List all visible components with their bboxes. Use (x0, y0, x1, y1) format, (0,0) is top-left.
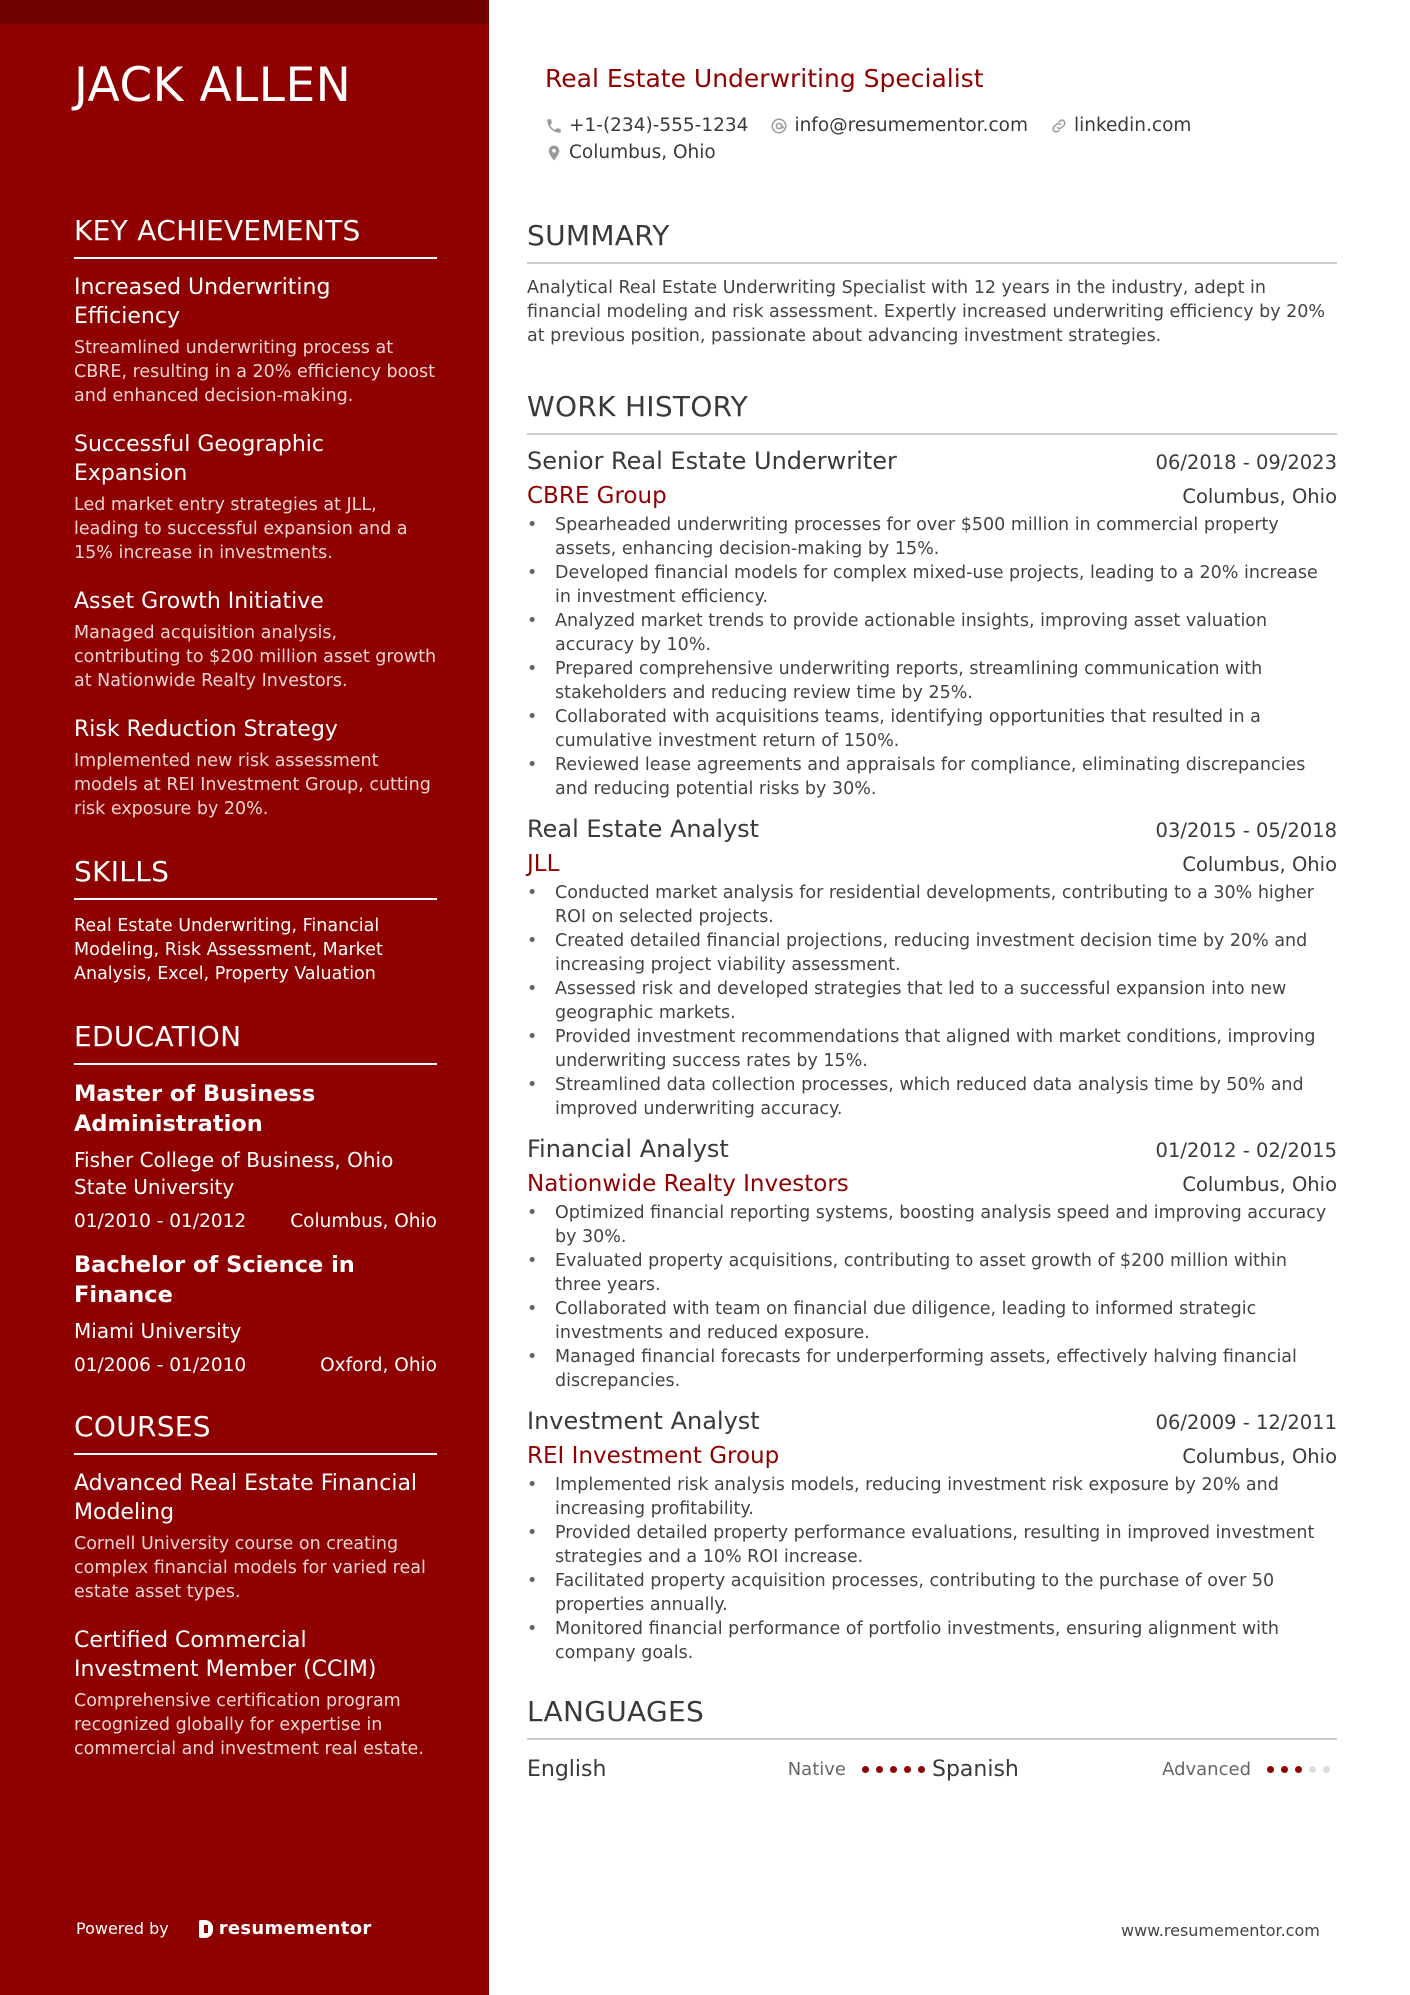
contact-phone[interactable] (545, 115, 748, 136)
rating-dot (1323, 1766, 1330, 1773)
job-bullet: • Developed financial models for complex mixed-use projects, leading to a 20% increase in investment efficiency. (527, 561, 1337, 609)
achievements-section (74, 214, 437, 821)
achievement-desc: Managed acquisition analysis, contributing to $200 million asset growth at Nationwide Realty Investors. (74, 623, 437, 691)
job-bullets (527, 1201, 1337, 1393)
job-subheader (527, 851, 1337, 877)
achievement-item (74, 587, 437, 693)
education-degree: Master of Business Administration (74, 1081, 316, 1137)
work-history-heading: WORK HISTORY (527, 390, 1337, 435)
job-bullet: • Provided investment recommendations that aligned with market conditions, improving underwriting success rates by 15%. (527, 1025, 1337, 1073)
sidebar-content (74, 214, 437, 1795)
job-company: REI Investment Group (527, 1443, 780, 1469)
rating-dot (1295, 1766, 1302, 1773)
course-item (74, 1626, 437, 1761)
achievement-item (74, 273, 437, 408)
job-bullet: • Reviewed lease agreements and appraisals for compliance, eliminating discrepancies and reducing potential risks by 30%. (527, 753, 1337, 801)
job-entry (527, 815, 1337, 1121)
location-text: Columbus, Ohio (569, 142, 716, 163)
rating-dot (1309, 1766, 1316, 1773)
language-level: Advanced (1162, 1758, 1251, 1780)
languages-heading: LANGUAGES (527, 1695, 1337, 1740)
education-location: Oxford, Ohio (320, 1355, 437, 1376)
language-rating (862, 1766, 932, 1773)
education-meta (74, 1355, 437, 1376)
course-desc: Cornell University course on creating complex financial models for varied real estate asset types. (74, 1534, 426, 1602)
course-title: Certified Commercial Investment Member (CCIM) (74, 1628, 377, 1682)
job-location: Columbus, Ohio (1182, 1445, 1337, 1468)
language-level: Native (787, 1758, 846, 1780)
languages-section (527, 1695, 1337, 1786)
achievement-title: Successful Geographic Expansion (74, 432, 325, 486)
education-meta (74, 1211, 437, 1232)
education-heading: EDUCATION (74, 1020, 437, 1065)
rating-dot (918, 1766, 925, 1773)
footer-url[interactable]: www.resumementor.com (1121, 1921, 1320, 1940)
achievement-item (74, 430, 437, 565)
language-item (932, 1757, 1337, 1782)
job-dates: 06/2018 - 09/2023 (1155, 451, 1337, 474)
education-school: Fisher College of Business, Ohio State University (74, 1148, 394, 1199)
rating-dot (862, 1766, 869, 1773)
email-text: info@resumementor.com (794, 115, 1028, 136)
job-bullets (527, 513, 1337, 801)
powered-by-label: Powered by (76, 1919, 169, 1938)
course-title: Advanced Real Estate Financial Modeling (74, 1471, 418, 1525)
link-icon (1050, 117, 1068, 135)
language-name: English (527, 1756, 607, 1782)
contact-block (545, 112, 1305, 166)
job-subheader (527, 483, 1337, 509)
job-header (527, 815, 1337, 843)
contact-location (545, 142, 716, 163)
rating-dot (904, 1766, 911, 1773)
job-bullet: • Collaborated with team on financial due diligence, leading to informed strategic investments and reduced exposure. (527, 1297, 1337, 1345)
achievement-desc: Led market entry strategies at JLL, leading to successful expansion and a 15% increase in investments. (74, 495, 408, 563)
education-dates: 01/2006 - 01/2010 (74, 1355, 247, 1376)
achievement-title: Risk Reduction Strategy (74, 717, 338, 742)
job-bullet: • Assessed risk and developed strategies that led to a successful expansion into new geographic markets. (527, 977, 1337, 1025)
education-section (74, 1020, 437, 1376)
job-bullet: • Provided detailed property performance evaluations, resulting in improved investment strategies and a 10% ROI increase. (527, 1521, 1337, 1569)
job-entry (527, 1135, 1337, 1393)
job-company: Nationwide Realty Investors (527, 1171, 849, 1197)
job-entry (527, 1407, 1337, 1665)
work-history-section (527, 390, 1337, 1665)
education-item (74, 1250, 437, 1376)
course-item (74, 1469, 437, 1604)
contact-email[interactable] (770, 115, 1028, 136)
job-bullet: • Conducted market analysis for residential developments, contributing to a 30% higher ROI on selected projects. (527, 881, 1337, 929)
rating-dot (1267, 1766, 1274, 1773)
achievement-item (74, 715, 437, 821)
rating-dot (876, 1766, 883, 1773)
at-icon (770, 117, 788, 135)
language-item (527, 1757, 932, 1782)
language-rating (1267, 1766, 1337, 1773)
sidebar (0, 0, 489, 1995)
main-content (527, 219, 1337, 1786)
candidate-name: JACK ALLEN (74, 58, 352, 113)
job-bullet: • Collaborated with acquisitions teams, identifying opportunities that resulted in a cumulative investment return of 150%. (527, 705, 1337, 753)
job-header (527, 447, 1337, 475)
linkedin-text: linkedin.com (1073, 115, 1192, 136)
courses-section (74, 1410, 437, 1761)
job-bullet: • Evaluated property acquisitions, contributing to asset growth of $200 million within three years. (527, 1249, 1337, 1297)
job-bullet: • Prepared comprehensive underwriting reports, streamlining communication with stakeholders and reducing review time by 25%. (527, 657, 1337, 705)
job-role: Financial Analyst (527, 1135, 729, 1163)
sidebar-top-band (0, 0, 489, 24)
language-name: Spanish (932, 1756, 1019, 1782)
contact-row (545, 112, 1305, 139)
job-bullet: • Managed financial forecasts for underperforming assets, effectively halving financial discrepancies. (527, 1345, 1337, 1393)
job-company: CBRE Group (527, 483, 667, 509)
education-location: Columbus, Ohio (290, 1211, 437, 1232)
achievements-heading: KEY ACHIEVEMENTS (74, 214, 437, 259)
brand-logo[interactable] (199, 1918, 372, 1939)
summary-section (527, 219, 1337, 348)
job-bullet: • Created detailed financial projections, reducing investment decision time by 20% and increasing project viability assessment. (527, 929, 1337, 977)
rating-dot (890, 1766, 897, 1773)
education-item (74, 1079, 437, 1232)
job-dates: 06/2009 - 12/2011 (1155, 1411, 1337, 1434)
skills-section (74, 855, 437, 986)
job-entry (527, 447, 1337, 801)
summary-text: Analytical Real Estate Underwriting Specialist with 12 years in the industry, adept in financial modeling and risk assessment. Expertly increased underwriting efficiency by 20% at previous position, passionate about advancing investment strategies. (527, 278, 1326, 346)
job-bullet: • Analyzed market trends to provide actionable insights, improving asset valuation accuracy by 10%. (527, 609, 1337, 657)
achievement-title: Asset Growth Initiative (74, 589, 324, 614)
job-bullet: • Streamlined data collection processes, which reduced data analysis time by 50% and improved underwriting accuracy. (527, 1073, 1337, 1121)
achievement-desc: Implemented new risk assessment models at REI Investment Group, cutting risk exposure by 20%. (74, 751, 431, 819)
job-subheader (527, 1443, 1337, 1469)
job-subheader (527, 1171, 1337, 1197)
job-location: Columbus, Ohio (1182, 485, 1337, 508)
job-bullet: • Implemented risk analysis models, reducing investment risk exposure by 20% and increasing profitability. (527, 1473, 1337, 1521)
job-bullet: • Facilitated property acquisition processes, contributing to the purchase of over 50 properties annually. (527, 1569, 1337, 1617)
powered-by (76, 1918, 372, 1939)
education-degree: Bachelor of Science in Finance (74, 1252, 355, 1308)
brand-icon (199, 1920, 213, 1938)
summary-heading: SUMMARY (527, 219, 1337, 264)
achievement-title: Increased Underwriting Efficiency (74, 275, 331, 329)
job-title: Real Estate Underwriting Specialist (545, 64, 984, 93)
brand-name: resumementor (218, 1918, 372, 1939)
job-role: Senior Real Estate Underwriter (527, 447, 897, 475)
job-bullets (527, 881, 1337, 1121)
job-location: Columbus, Ohio (1182, 853, 1337, 876)
achievement-desc: Streamlined underwriting process at CBRE, resulting in a 20% efficiency boost and enhanced decision-making. (74, 338, 436, 406)
job-dates: 01/2012 - 02/2015 (1155, 1139, 1337, 1162)
skills-heading: SKILLS (74, 855, 437, 900)
job-location: Columbus, Ohio (1182, 1173, 1337, 1196)
job-header (527, 1407, 1337, 1435)
contact-linkedin[interactable] (1050, 115, 1191, 136)
job-role: Investment Analyst (527, 1407, 760, 1435)
job-header (527, 1135, 1337, 1163)
job-bullets (527, 1473, 1337, 1665)
skills-list: Real Estate Underwriting, Financial Modeling, Risk Assessment, Market Analysis, Excel, Property Valuation (74, 916, 383, 984)
job-dates: 03/2015 - 05/2018 (1155, 819, 1337, 842)
course-desc: Comprehensive certification program recognized globally for expertise in commercial and investment real estate. (74, 1691, 424, 1759)
job-bullet: • Monitored financial performance of portfolio investments, ensuring alignment with company goals. (527, 1617, 1337, 1665)
phone-text: +1-(234)-555-1234 (569, 115, 749, 136)
contact-row (545, 139, 1305, 166)
phone-icon (545, 117, 563, 135)
rating-dot (1281, 1766, 1288, 1773)
education-dates: 01/2010 - 01/2012 (74, 1211, 247, 1232)
job-company: JLL (527, 851, 560, 877)
location-pin-icon (545, 144, 563, 162)
job-bullet: • Spearheaded underwriting processes for over $500 million in commercial property assets, enhancing decision-making by 15%. (527, 513, 1337, 561)
job-role: Real Estate Analyst (527, 815, 760, 843)
languages-row (527, 1752, 1337, 1786)
education-school: Miami University (74, 1319, 242, 1343)
courses-heading: COURSES (74, 1410, 437, 1455)
job-bullet: • Optimized financial reporting systems, boosting analysis speed and improving accuracy by 30%. (527, 1201, 1337, 1249)
